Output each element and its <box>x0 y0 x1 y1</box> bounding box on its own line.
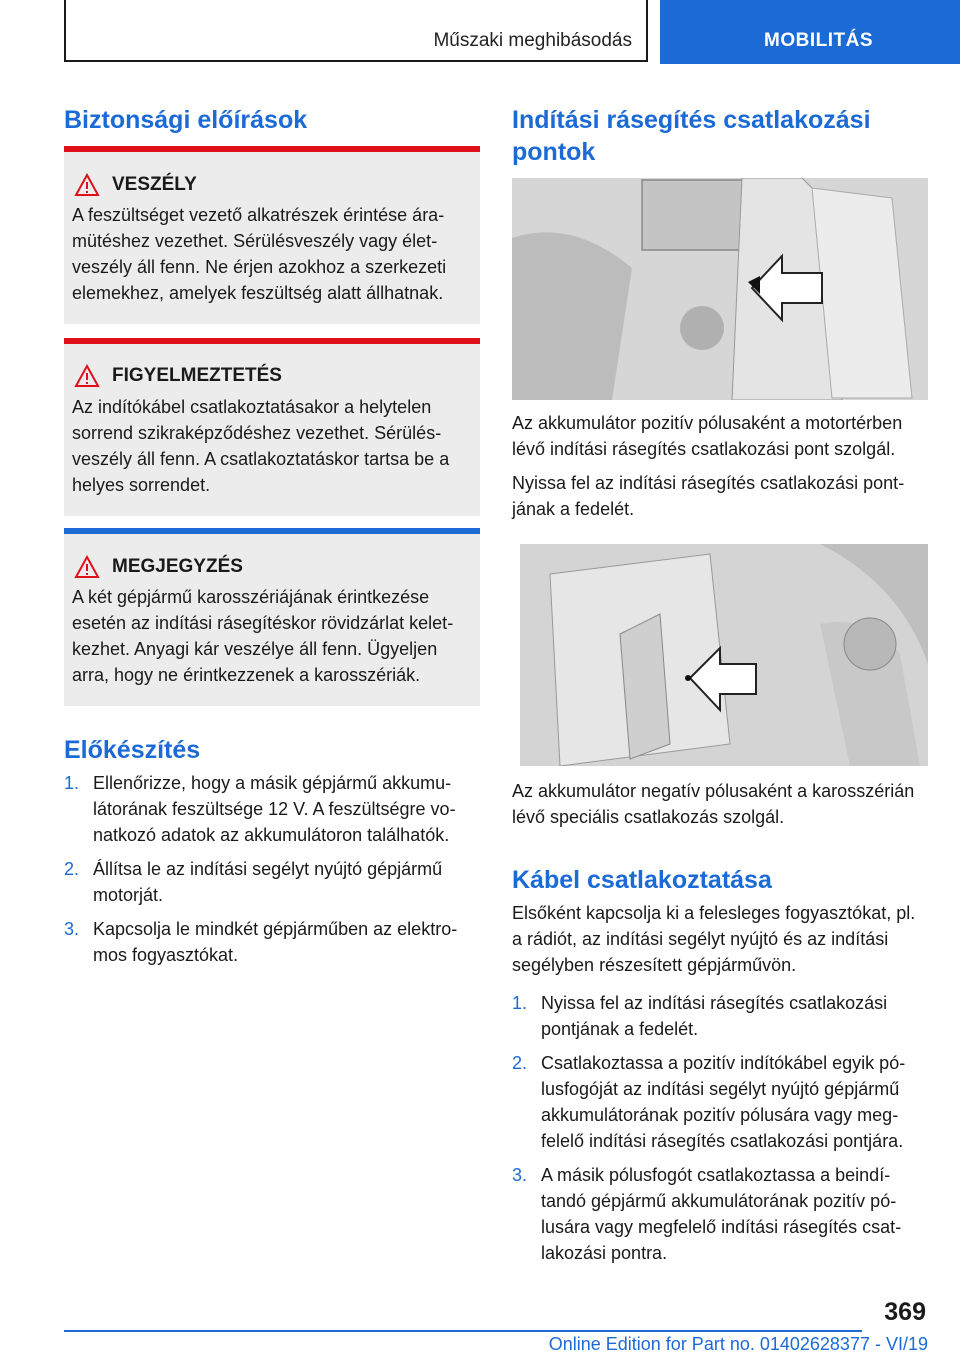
warning-triangle-icon <box>74 364 100 388</box>
engine-bay-photo-positive <box>512 178 928 400</box>
warning-level: MEGJEGYZÉS <box>112 556 243 577</box>
warning-triangle-icon <box>74 555 100 579</box>
warning-bar <box>64 146 480 152</box>
warning-bar <box>64 528 480 534</box>
connection-points-heading: Indítási rásegítés csatlakozási pontok <box>512 106 871 166</box>
list-item: 2. Csatlakoztassa a pozitív indítókábel egyik pólusfogóját az indítási segélyt nyújtó gépjármű akkumulátorának pozitív pólusára vagy megfelelő indítási rásegítés csatlakozási pontjára. <box>512 1053 906 1151</box>
warning-box-note <box>64 528 480 706</box>
warning-level: VESZÉLY <box>112 174 197 195</box>
list-item: 1. Ellenőrizze, hogy a másik gépjármű akkumulátorának feszültsége 12 V. A feszültségre vonatkozó adatok az akkumulátoron találhatók. <box>64 773 456 845</box>
header-section-title: Műszaki meghibásodás <box>433 30 632 51</box>
list-item: 3. Kapcsolja le mindkét gépjárműben az elektromos fogyasztókat. <box>64 919 458 965</box>
caption-negative: Az akkumulátor negatív pólusaként a karosszérián lévő speciális csatlakozás szolgál. <box>512 781 915 827</box>
engine-bay-photo-negative <box>520 544 928 766</box>
warning-text: Az indítókábel csatlakoztatásakor a helytelen sorrend szikraképződéshez vezethet. Sérülésveszély áll fenn. A csatlakoztatáskor tartsa be a helyes sorrendet. <box>72 397 450 495</box>
list-item: 2. Állítsa le az indítási segélyt nyújtó gépjármű motorját. <box>64 859 443 905</box>
safety-heading: Biztonsági előírások <box>64 106 308 134</box>
page-number: 369 <box>884 1298 926 1326</box>
warning-text: A két gépjármű karosszériájának érintkezése esetén az indítási rásegítéskor rövidzárlat keletkezhet. Anyagi kár veszélye áll fenn. Ügyeljen arra, hogy ne érintkezzenek a karosszériák. <box>72 587 454 685</box>
cable-intro: Elsőként kapcsolja ki a felesleges fogyasztókat, pl. a rádiót, az indítási segélyt nyújtó és az indítási segélyben részesített gépjárművön. <box>512 903 916 975</box>
cable-steps <box>512 990 928 1274</box>
caption-open-cover: Nyissa fel az indítási rásegítés csatlakozási pontjának a fedelét. <box>512 473 905 519</box>
list-item: 1. Nyissa fel az indítási rásegítés csatlakozási pontjának a fedelét. <box>512 993 888 1039</box>
warning-text: A feszültséget vezető alkatrészek érintése áramütéshez vezethet. Sérülésveszély vagy életveszély áll fenn. Ne érjen azokhoz a szerkezeti elemekhez, amelyek feszültség alatt állhatnak. <box>72 205 447 303</box>
list-item: 3. A másik pólusfogót csatlakoztassa a beindítandó gépjármű akkumulátorának pozitív pólusára vagy megfelelő indítási rásegítés csatlakozási pontra. <box>512 1165 902 1263</box>
warning-level: FIGYELMEZTETÉS <box>112 365 282 386</box>
warning-triangle-icon <box>74 173 100 197</box>
cable-heading: Kábel csatlakoztatása <box>512 866 772 894</box>
warning-box-danger <box>64 146 480 324</box>
footer-divider <box>64 1330 862 1332</box>
prep-steps <box>64 770 480 976</box>
header-section-tab <box>64 0 648 62</box>
warning-bar <box>64 338 480 344</box>
header-chapter-tab <box>660 0 960 64</box>
prep-heading: Előkészítés <box>64 736 201 764</box>
warning-box-caution <box>64 338 480 516</box>
footer-edition: Online Edition for Part no. 01402628377 - VI/19 <box>548 1334 928 1354</box>
header-chapter-title: MOBILITÁS <box>764 30 873 51</box>
caption-positive: Az akkumulátor pozitív pólusaként a motortérben lévő indítási rásegítés csatlakozási pont szolgál. <box>512 413 903 459</box>
